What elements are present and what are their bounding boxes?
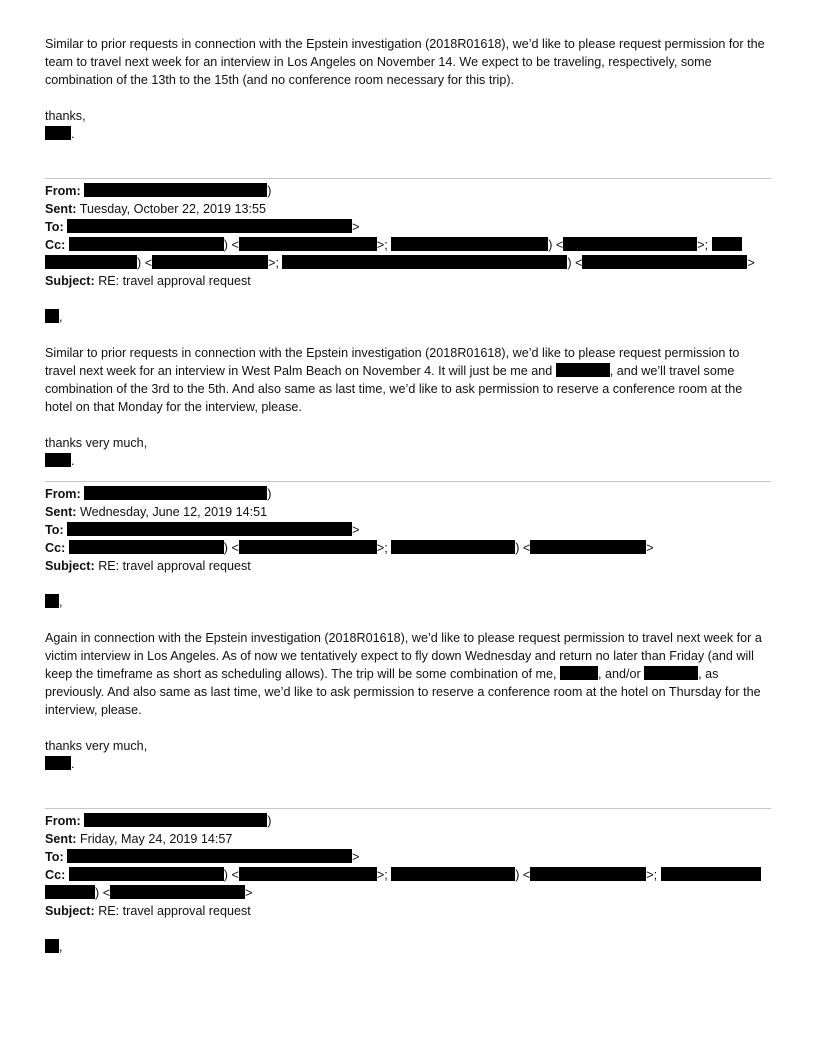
redaction (67, 219, 352, 233)
redaction (84, 486, 267, 500)
redaction (530, 867, 646, 881)
cc-label: Cc: (45, 868, 66, 882)
redaction (239, 867, 377, 881)
redaction (563, 237, 697, 251)
redaction (45, 756, 71, 770)
sent-date: Friday, May 24, 2019 14:57 (79, 832, 233, 846)
redaction (560, 666, 598, 680)
redaction (530, 540, 646, 554)
sent-label: Sent: (45, 202, 77, 216)
message-closing: thanks very much, (45, 739, 148, 753)
to-label: To: (45, 220, 64, 234)
redaction (45, 594, 59, 608)
redaction (282, 255, 567, 269)
redaction (110, 885, 245, 899)
redaction (644, 666, 698, 680)
from-label: From: (45, 487, 81, 501)
redaction (556, 363, 610, 377)
redaction (391, 867, 515, 881)
redaction (67, 522, 352, 536)
redaction (69, 867, 224, 881)
redaction (45, 126, 71, 140)
redaction (661, 867, 761, 881)
subject: RE: travel approval request (98, 904, 251, 918)
message-closing: thanks, (45, 109, 86, 123)
redaction (69, 237, 224, 251)
subject: RE: travel approval request (98, 559, 251, 573)
redaction (712, 237, 742, 251)
salutation: , (45, 593, 771, 611)
from-label: From: (45, 814, 81, 828)
sent-date: Tuesday, October 22, 2019 13:55 (79, 202, 266, 216)
signature: . (45, 755, 771, 773)
sent-label: Sent: (45, 832, 77, 846)
redaction (239, 237, 377, 251)
redaction (582, 255, 747, 269)
subject-label: Subject: (45, 274, 95, 288)
redaction (391, 540, 515, 554)
sent-date: Wednesday, June 12, 2019 14:51 (79, 505, 268, 519)
signature: . (45, 125, 771, 143)
redaction (45, 309, 59, 323)
document-page (45, 35, 771, 956)
redaction (152, 255, 268, 269)
cc-label: Cc: (45, 541, 66, 555)
signature: . (45, 452, 771, 470)
message-closing: thanks very much, (45, 436, 148, 450)
email-header: From: ) Sent: Wednesday, June 12, 2019 14:51 To: > Cc: ) < >; ) < > Subject: RE: travel approval request (45, 487, 654, 573)
redaction (67, 849, 352, 863)
redaction (84, 813, 267, 827)
subject-label: Subject: (45, 904, 95, 918)
salutation: , (45, 938, 771, 956)
to-label: To: (45, 850, 64, 864)
cc-label: Cc: (45, 238, 66, 252)
email-header: From: ) Sent: Friday, May 24, 2019 14:57 To: > Cc: ) < >; ) < >; ) < > Subject: RE: travel approval request (45, 812, 771, 920)
salutation: , (45, 308, 771, 326)
message-body: Again in connection with the Epstein investigation (2018R01618), we’d like to please request permission to travel next week for a victim interview in Los Angeles. As of now we tentatively expect to fly down Wednesday and return no later than Friday (and will keep the timeframe as short as scheduling allows). The trip will be some combination of me, , and/or , as previously. And also same as last time, we’d like to ask permission to reserve a conference room at the hotel on Thursday for the interview, please. (45, 631, 762, 717)
subject: RE: travel approval request (98, 274, 251, 288)
email-header: From: ) Sent: Tuesday, October 22, 2019 13:55 To: > Cc: ) < >; ) < >; ) < >; ) < > Subject: RE: travel approval request (45, 184, 755, 288)
redaction (45, 255, 137, 269)
redaction (69, 540, 224, 554)
message-body: Similar to prior requests in connection with the Epstein investigation (2018R01618), we’d like to please request permission to travel next week for an interview in West Palm Beach on November 4. It will just be me and , and we’ll travel some combination of the 3rd to the 5th. And also same as last time, we’d like to ask permission to reserve a conference room at the hotel on that Monday for the interview, please. (45, 346, 743, 414)
redaction (45, 453, 71, 467)
message-body: Similar to prior requests in connection with the Epstein investigation (2018R01618), we’d like to please request permission for the team to travel next week for an interview in Los Angeles on November 14. We expect to be traveling, respectively, some combination of the 13th to the 15th (and no conference room necessary for this trip). (45, 37, 765, 87)
sent-label: Sent: (45, 505, 77, 519)
redaction (239, 540, 377, 554)
redaction (84, 183, 267, 197)
redaction (45, 939, 59, 953)
subject-label: Subject: (45, 559, 95, 573)
to-label: To: (45, 523, 64, 537)
redaction (391, 237, 548, 251)
redaction (45, 885, 95, 899)
from-label: From: (45, 184, 81, 198)
